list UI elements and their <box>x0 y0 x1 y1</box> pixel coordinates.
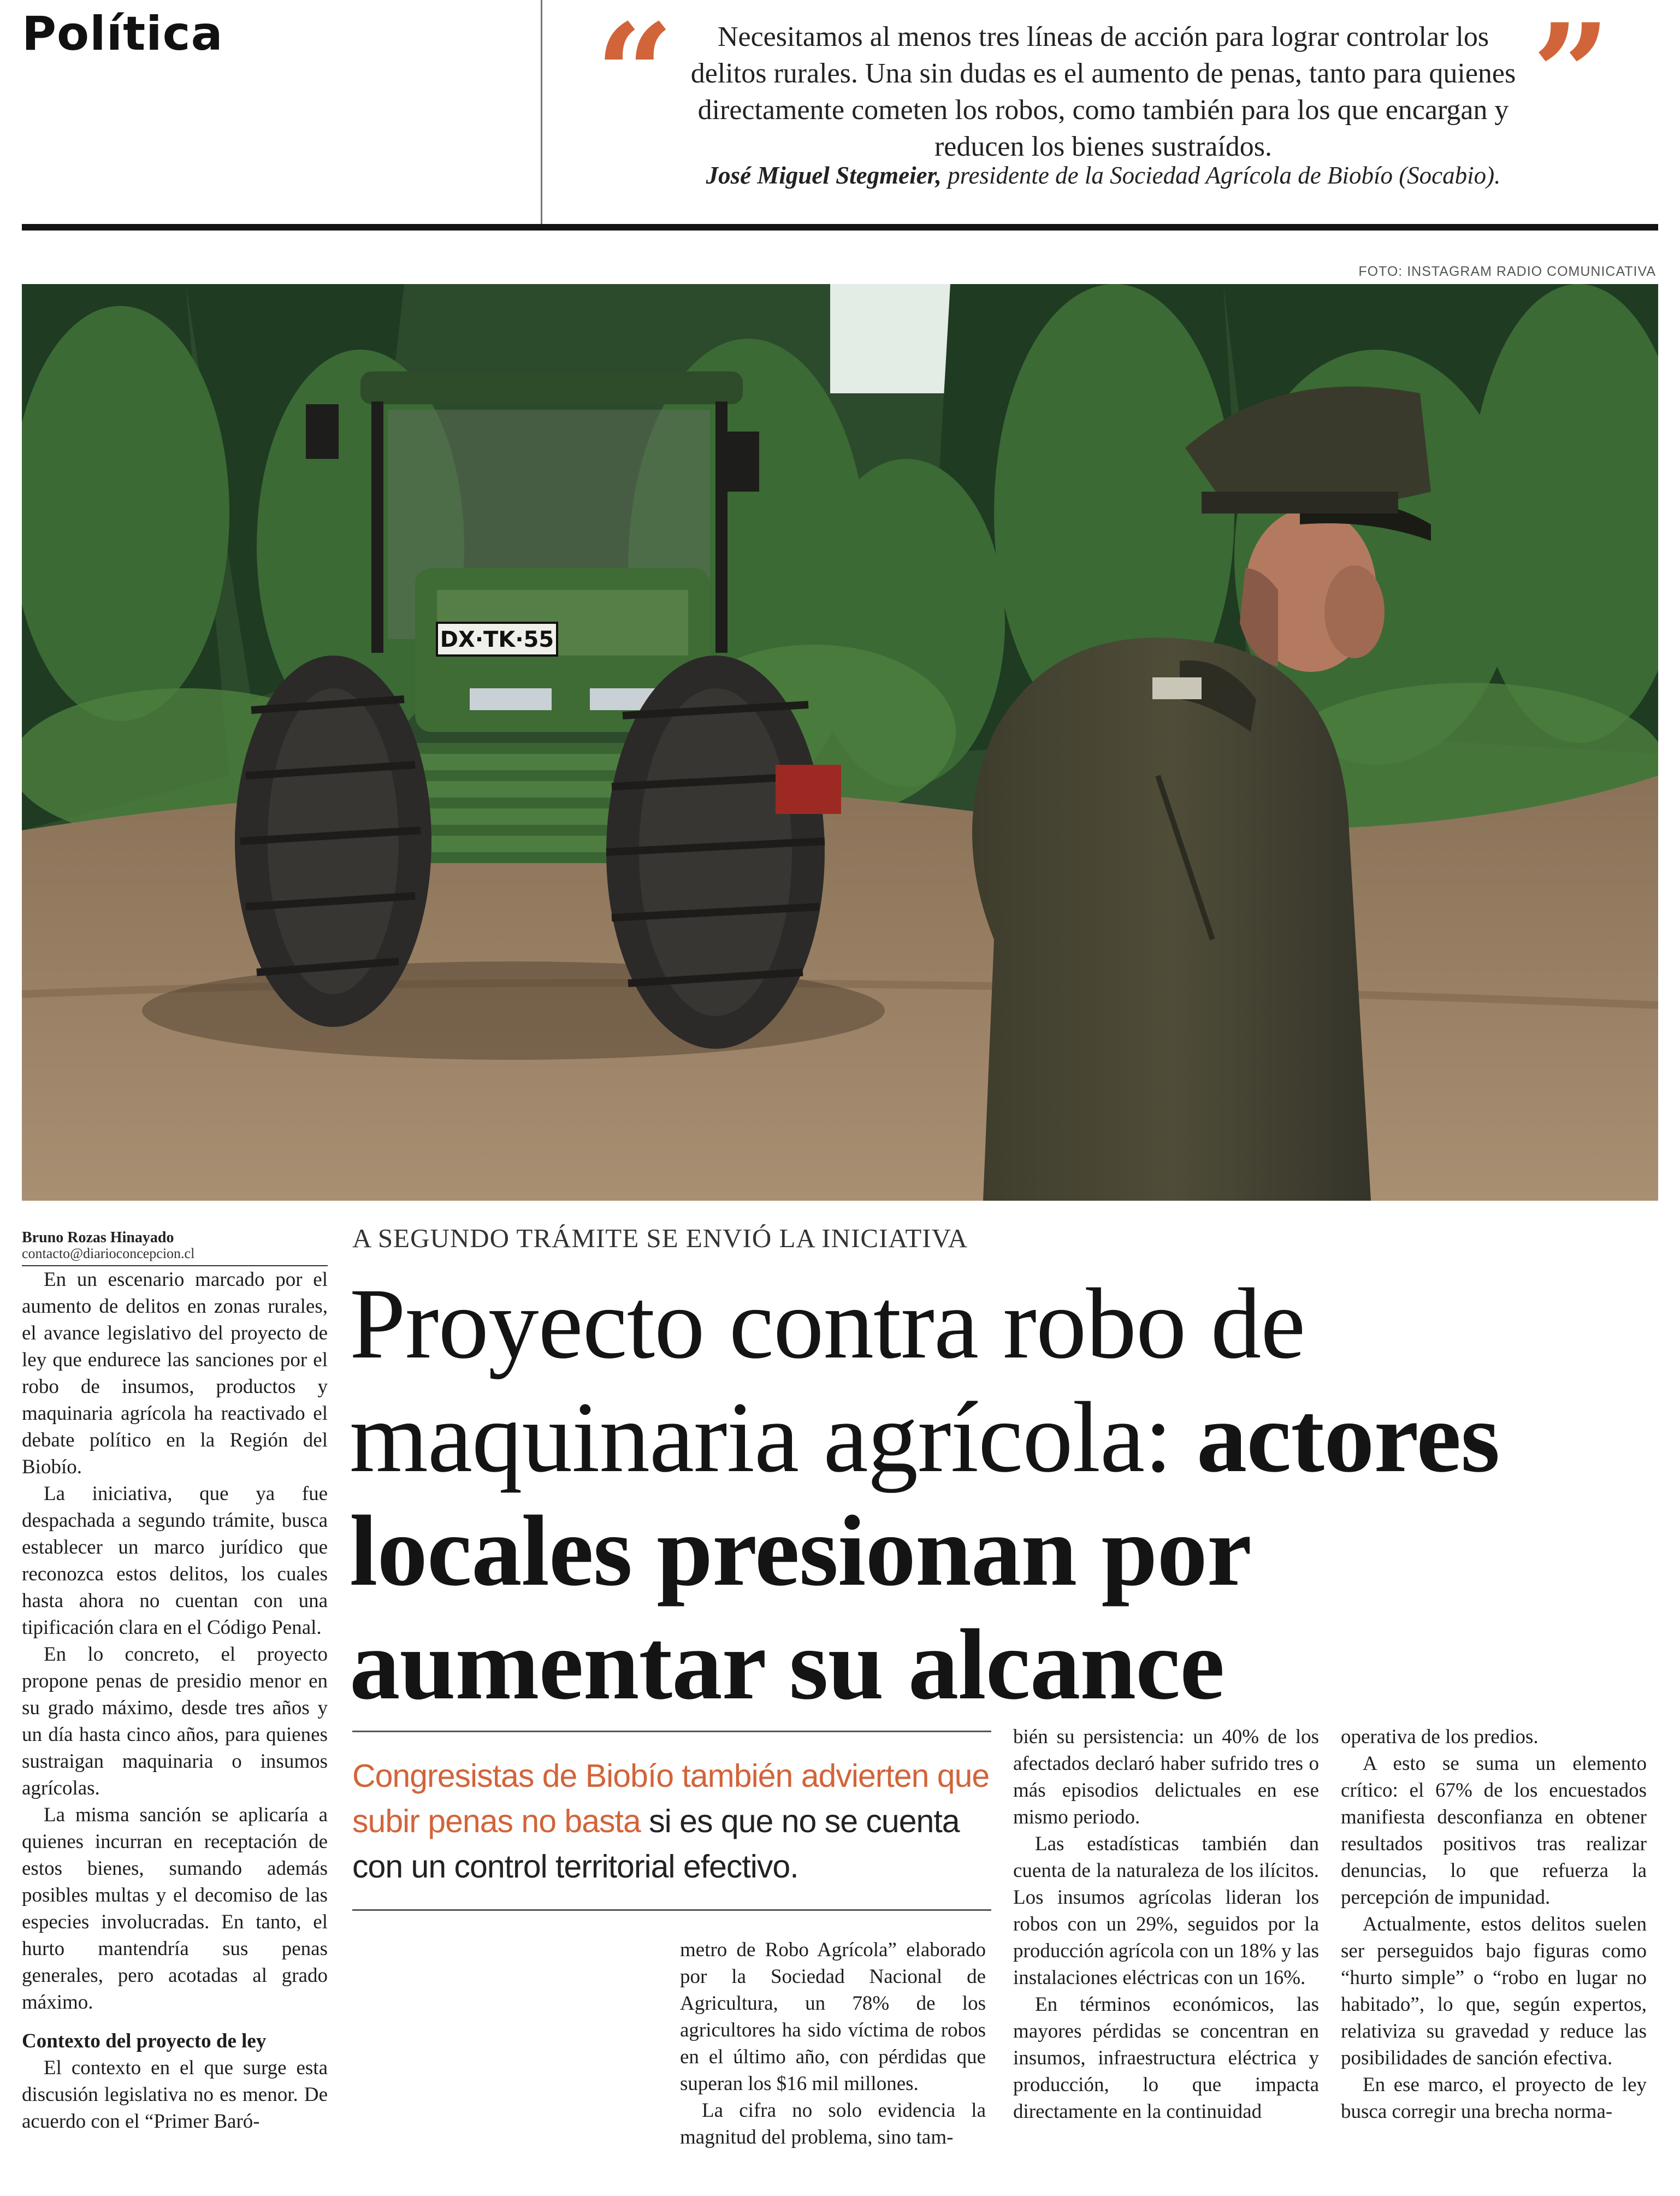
body-column-4 <box>1341 1723 1647 2125</box>
section-title: Política <box>22 7 223 61</box>
paragraph: A esto se suma un elemento crítico: el 67% de los encuestados manifiesta desconfianza en obtener resultados positivos tras realizar denuncias, lo que refuerza la percepción de impunidad. <box>1341 1752 1647 1909</box>
license-plate: DX·TK·55 <box>440 627 554 652</box>
headline-bold-part: actores locales presionan por aumentar su alcance <box>350 1382 1500 1721</box>
body-column-2 <box>680 1937 986 2151</box>
paragraph: operativa de los predios. <box>1341 1726 1539 1748</box>
subheading: Contexto del proyecto de ley <box>22 2030 267 2052</box>
body-column-3 <box>1013 1723 1319 2125</box>
paragraph: En ese marco, el proyecto de ley busca corregir una brecha norma- <box>1341 2074 1647 2123</box>
headline-light-part: Proyecto contra robo de maquinaria agrícola: <box>350 1268 1305 1493</box>
deck-rest: si es que no se cuenta con un control territorial efectivo. <box>352 1803 960 1885</box>
paragraph: Actualmente, estos delitos suelen ser perseguidos bajo figuras como “hurto simple” o “robo en lugar no habitado”, lo que, según expertos, relativiza su gravedad y reduce las posibilidades de sanción efectiva. <box>1341 1913 1647 2069</box>
paragraph: El contexto en el que surge esta discusión legislativa no es menor. De acuerdo con el “Primer Baró- <box>22 2057 328 2133</box>
photo-credit: FOTO: INSTAGRAM RADIO COMUNICATIVA <box>1358 264 1656 279</box>
byline-email[interactable]: contacto@diarioconcepcion.cl <box>22 1245 195 1261</box>
deck <box>352 1754 991 1890</box>
article-photo <box>22 284 1658 1201</box>
byline-author: Bruno Rozas Hinayado <box>22 1229 174 1246</box>
close-quote-icon: ” <box>1532 0 1611 154</box>
body-column-1 <box>22 1266 328 2135</box>
pull-quote: Necesitamos al menos tres líneas de acción para lograr controlar los delitos rurales. Una sin dudas es el aumento de penas, tanto para quienes directamente cometen los robos, como también para los que encargan y reducen los bienes sustraídos. <box>690 21 1516 162</box>
deck-bottom-rule <box>352 1909 991 1911</box>
paragraph: En un escenario marcado por el aumento de delitos en zonas rurales, el avance legislativo del proyecto de ley que endurece las sanciones por el robo de insumos, productos y maquinaria agrícola ha reactivado el debate político en la Región del Biobío. <box>22 1268 328 1478</box>
paragraph: La cifra no solo evidencia la magnitud del problema, sino tam- <box>680 2099 986 2148</box>
deck-top-rule <box>352 1731 991 1732</box>
header-divider <box>541 0 542 224</box>
headline-kicker: A SEGUNDO TRÁMITE SE ENVIÓ LA INICIATIVA <box>352 1223 968 1253</box>
paragraph: En lo concreto, el proyecto propone penas de presidio menor en su grado máximo, desde tres años y un día hasta cinco años, para quienes sustraigan maquinaria o insumos agrícolas. <box>22 1643 328 1799</box>
attribution-name: José Miguel Stegmeier, <box>706 162 942 189</box>
paragraph: metro de Robo Agrícola” elaborado por la Sociedad Nacional de Agricultura, un 78% de los agricultores ha sido víctima de robos en el último año, con pérdidas que superan los $16 mil millones. <box>680 1939 986 2095</box>
open-quote-icon: “ <box>595 0 674 154</box>
header-rule <box>22 224 1658 231</box>
paragraph: En términos económicos, las mayores pérdidas se concentran en insumos, infraestructura eléctrica y producción, lo que impacta directamente en la continuidad <box>1013 1993 1319 2123</box>
paragraph: La iniciativa, que ya fue despachada a segundo trámite, busca establecer un marco jurídico que reconozca estos delitos, los cuales hasta ahora no cuentan con una tipificación clara en el Código Penal. <box>22 1483 328 1639</box>
paragraph: La misma sanción se aplicaría a quienes incurran en receptación de estos bienes, sumando además posibles multas y el decomiso de las especies involucradas. En tanto, el hurto mantendría sus penas generales, pero acotadas al grado máximo. <box>22 1804 328 2014</box>
headline <box>350 1267 1649 1722</box>
paragraph: bién su persistencia: un 40% de los afectados declaró haber sufrido tres o más episodios delictuales en ese mismo periodo. <box>1013 1726 1319 1828</box>
paragraph: Las estadísticas también dan cuenta de la naturaleza de los ilícitos. Los insumos agrícolas lideran los robos con un 29%, seguidos por la producción agrícola con un 18% y las instalaciones eléctricas con un 16%. <box>1013 1833 1319 1989</box>
quote-attribution <box>639 161 1567 190</box>
attribution-role: presidente de la Sociedad Agrícola de Biobío (Socabio). <box>941 162 1501 189</box>
deck-accent: Congresistas de Biobío también advierten que subir penas no basta <box>352 1758 990 1839</box>
